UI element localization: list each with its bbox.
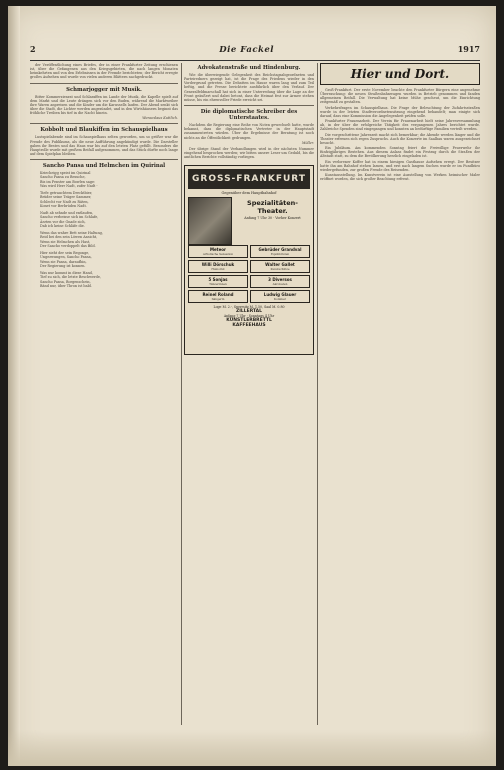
middle-column bbox=[184, 63, 314, 355]
article-signature: Müller. bbox=[301, 140, 314, 145]
article-body: Der übrige Stand der Verhandlungen wird in der nächsten Nummer eingehend besprochen werden; wir bitten unsere Leser um Geduld, bis die amtlichen Berichte vollständig vorliegen. bbox=[184, 146, 314, 160]
article-body: Lustspielabende sind im Schauspielhaus selten geworden, um so größer war die Freude des Publikums, als die neue Aufführung angekündigt wurde. Die Darsteller gaben ihr Bestes und das Haus war bis auf den letzten Platz gefüllt. Besonders die Hauptrolle wurde mit großem Beifall aufgenommen, und das Stück dürfte noch lange auf dem Spielplan bleiben. bbox=[30, 135, 178, 157]
act-name: Meteor bbox=[209, 247, 227, 253]
left-column bbox=[30, 63, 178, 288]
poem-line: Kriecheigg speist im Quirinal bbox=[40, 171, 91, 176]
article-signature: Wenzeslaus Kuttlich. bbox=[142, 116, 178, 121]
intro-text: der Veröffentlichung eines Briefes, der in einer Frankfurter Zeitung erschienen ist, über die Gefangenen aus den Kriegsgebieten, die nach langen Monaten heimkehrten und von den Erlebnissen in der Fremde berichteten; der Bericht erregte großes Aufsehen und wurde von vielen anderen Blättern nachgedruckt. bbox=[30, 63, 178, 80]
ad-act bbox=[188, 245, 248, 258]
poem-line: Was nur kommt in diese Hand, bbox=[40, 271, 93, 276]
poem-body bbox=[30, 171, 178, 288]
column-rule bbox=[181, 63, 182, 725]
article-body: Nachdem die Regierung eine Reihe von Noten gewechselt hatte, wurde bekannt, dass die diplomatischen Vertreter in der Hauptstadt zusammentreten würden. Über die Ergebnisse der Beratung ist noch nichts an die Öffentlichkeit gedrungen. bbox=[184, 123, 314, 140]
poem-line: Brüder seine Träger Sammer, bbox=[40, 195, 92, 200]
ad-footer-line: Loge M. 2.-, Sperrsitz M. 1.50, Saal M. 0.80 bbox=[213, 305, 285, 310]
poem-line: Reid bei den sein Löwen Ansicht, bbox=[40, 235, 98, 240]
act-description: Equilibristen bbox=[270, 252, 290, 257]
act-name: 3 Diversos bbox=[268, 277, 292, 283]
article-title: Advokatenstraße und Hindenburg. bbox=[197, 65, 301, 71]
ad-act bbox=[250, 260, 310, 273]
act-name: Willi Dörschuk bbox=[201, 262, 235, 268]
divider bbox=[30, 83, 178, 84]
act-description: Humorist bbox=[211, 267, 225, 272]
ad-footer bbox=[188, 305, 310, 328]
ad-footer-line: Anfang 7 Uhr · Sonntags 4 Uhr bbox=[223, 314, 275, 319]
ad-act bbox=[250, 275, 310, 288]
poem-line: Ärzten vor die Gnade sich, bbox=[40, 219, 86, 224]
divider bbox=[30, 123, 178, 124]
act-description: Akrobaten bbox=[272, 282, 288, 287]
poem-line: Schlecht vor Nadt zu Räten, bbox=[40, 199, 89, 204]
ad-banner: GROSS-FRANKFURT bbox=[188, 169, 310, 189]
news-paragraph: Die vorgeschrittene Jahreszeit macht sich bemerkbar; die Abende werden länger und die Theater erfreuen sich regen Zuspruchs. Auch die Konzerte im Saalbau waren ausgezeichnet besucht. bbox=[320, 132, 480, 145]
act-name: Reinel Roland bbox=[202, 292, 234, 298]
act-description: Komiker bbox=[274, 297, 286, 302]
act-name: Walter Gallet bbox=[265, 262, 295, 268]
act-description: Tänzerinnen bbox=[209, 282, 227, 287]
poem-line: Sancho Pansa zu Besuche, bbox=[40, 175, 86, 180]
poem-title: Sancho Pansa und Helmchen im Quirinal bbox=[42, 163, 166, 170]
poem-line: Bis im Fenster am Bowlen sage: bbox=[40, 179, 96, 184]
act-name: Gebrüder Grandval bbox=[258, 247, 302, 253]
poem-line: Wenn sie Helmchen als Hast, bbox=[40, 239, 91, 244]
poem-line: Sancho Pansa, Borgenschein, bbox=[40, 279, 91, 284]
news-paragraph: Ein Jubiläum. Am kommenden Sonntag feiert die Freiwillige Feuerwehr ihr fünfzigjähriges Bestehen. Aus diesem Anlass findet ein Festzug durch die Straßen der Altstadt statt, zu dem die Bevölkerung herzlich eingeladen ist. bbox=[320, 146, 480, 159]
page-edge-shade bbox=[8, 730, 496, 766]
poem-line: Wenn sie Pansa, daraufhin, bbox=[40, 259, 87, 264]
page-header bbox=[30, 44, 480, 61]
ad-act bbox=[250, 245, 310, 258]
page-number: 2 bbox=[30, 44, 36, 54]
poem-line: Tiefe getrauchtem Drecktbier, bbox=[40, 191, 93, 196]
poem-line: Der Sancho verdoppelt das Bild. bbox=[40, 243, 96, 248]
news-paragraph: Kunstausstellung. Im Kunstverein ist eine Ausstellung von Werken heimischer Maler eröffnet worden, die sich großer Beachtung erfreut. bbox=[320, 172, 480, 182]
ad-act bbox=[188, 290, 248, 303]
article-title: Die diplomatische Schreiber des Unterstaates. bbox=[200, 109, 298, 122]
poem-line: Der Regierung ist konnen. bbox=[40, 263, 86, 268]
ad-photo bbox=[188, 197, 232, 245]
poem-line: Nadt ab sehnde und entlaufen, bbox=[40, 211, 94, 216]
newspaper-page bbox=[8, 6, 496, 766]
ad-acts-grid bbox=[188, 245, 310, 303]
newspaper-title: Die Fackel bbox=[219, 45, 275, 55]
poem-line: Bänd nur, über Thron ist bald. bbox=[40, 283, 92, 288]
column-rule bbox=[317, 63, 318, 725]
ad-footer-line: KÜNSTLERBRETTL bbox=[226, 318, 272, 324]
ad-act bbox=[188, 260, 248, 273]
article-title: Kobbolt und Blaukiffen im Schauspielhaus bbox=[40, 127, 168, 134]
ad-title: Spezialitäten-Theater. bbox=[247, 199, 298, 216]
news-paragraph: Ein verlorener Koffer hat in einem hiesigen Gasthause Aufsehen erregt. Der Besitzer hatte ihn am Bahnhof stehen lassen, und erst nach langem Suchen wurde er im Fundbüro wiedergefunden, zur großen Freude des Reisenden. bbox=[320, 159, 480, 172]
page-gutter bbox=[8, 6, 20, 766]
poem-line: Wenn das wahre Bett seine Haltung, bbox=[40, 231, 103, 236]
ad-times: Anfang 7 Uhr 30 · Vorher Konzert bbox=[244, 216, 301, 221]
ad-act bbox=[250, 290, 310, 303]
act-name: 5 Sonjas bbox=[208, 277, 228, 283]
article-body: Wie die überwiegende Gelegenheit des Reichstagsabgeordneten und Parteiredners gezeigt hat, ist die Frage des Friedens wieder in den Vordergrund getreten. Die Debatten im Hause waren lang und zum Teil heftig, und die Presse berichtete ausführlich über den Verlauf. Der Generalfeldmarschall hat sich in einer Unterredung über die Lage an der Front geäußert und dabei betont, dass die Heimat fest zur Armee stehen müsse, bis ein ehrenvoller Friede erreicht sei. bbox=[184, 73, 314, 102]
poem-line: Tief zu sich, die letzte Beschwerde, bbox=[40, 275, 101, 280]
act-description: Artistische Sensation bbox=[202, 252, 234, 257]
right-column bbox=[320, 63, 480, 182]
poem-line: Hier sieht der sein Begonge, bbox=[40, 251, 90, 256]
article-title: Schmarjogger mit Musik. bbox=[66, 86, 142, 93]
poem-line: Konet vor Berbrüden Nadt. bbox=[40, 203, 87, 208]
ad-footer-line: ZILLERTAL bbox=[235, 309, 263, 315]
act-name: Ludwig Glauer bbox=[263, 292, 297, 298]
news-paragraph: Verkehrsfragen im Schauspielhaus. Die Frage der Beleuchtung der Zufahrtsstraßen wurde in der letzten Stadtverordnetensitzung eingehend behandelt; man einigte sich darauf, dass eine Kommission die Angelegenheit prüfen solle. bbox=[320, 105, 480, 118]
article-body: Bitter Kommerzienrat und Schlaraffen im Lande der Musik, die Kapelle spielt auf dem Markt und die Leute drängen sich vor den Buden, während die Marktweiber ihre Waren anpreisen und die Kinder um die Karussells laufen. Der Abend senkt sich über die Stadt, die Lichter werden angezündet, und in den Wirtshäusern beginnt das fröhliche Treiben bis tief in die Nacht hinein. bbox=[30, 94, 178, 116]
divider bbox=[30, 159, 178, 160]
poem-line: Ungezwungen, Sancho Pansa, bbox=[40, 255, 92, 260]
news-paragraph: Groß-Frankfurt. Der erste November brachte den Frankfurter Bürgern eine angenehme Überraschung: die neuen Straßenbahnwagen wurden in Betrieb genommen und fanden allgemeinen Beifall. Die Verwaltung hat keine Mühe gescheut, um die Einrichtung zeitgemäß zu gestalten. bbox=[320, 88, 480, 105]
divider bbox=[184, 105, 314, 106]
poem-line: Was wird Herr Nadt, zufer Nadt - bbox=[40, 183, 98, 188]
act-description: Kunstschütze bbox=[270, 267, 290, 272]
issue-year: 1917 bbox=[457, 44, 480, 54]
act-description: Sängerin bbox=[211, 297, 225, 302]
news-paragraph: Frankfurter Frauenarbeit. Der Verein für Frauenarbeit hielt seine Jahresversammlung ab, in der über die erfolgreiche Tätigkeit des vergangenen Jahres berichtet wurde. Zahlreiche Spenden sind eingegangen und konnten an bedürftige Familien verteilt werden. bbox=[320, 119, 480, 132]
ad-subtitle: Gegenüber dem Hauptbahnhof bbox=[221, 191, 277, 196]
ad-footer-line: KAFFEEHAUS bbox=[232, 323, 266, 329]
poem-line: Dab ich keine Schläfe die. bbox=[40, 223, 85, 228]
poem-line: Sancho verbeisse sich im Schlafe, bbox=[40, 215, 99, 220]
theater-advertisement bbox=[184, 165, 314, 355]
section-title: Hier und Dort. bbox=[320, 63, 480, 85]
ad-act bbox=[188, 275, 248, 288]
section-body bbox=[320, 88, 480, 181]
